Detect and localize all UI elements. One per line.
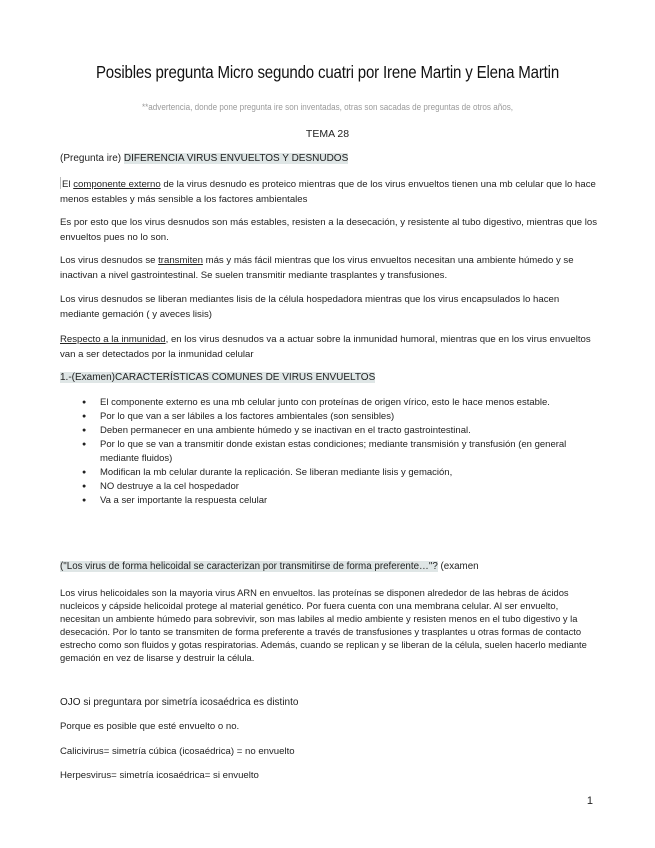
paragraph-5-underlined: Respecto a la inmunidad xyxy=(60,334,166,345)
paragraph-5 xyxy=(60,333,600,362)
paragraph-4: Los virus desnudos se liberan mediantes lisis de la célula hospedadora mientras que los virus encapsulados lo hacen mediante gemación ( y aveces lisis) xyxy=(60,294,560,320)
question-1-text: DIFERENCIA VIRUS ENVUELTOS Y DESNUDOS xyxy=(123,153,349,164)
paragraph-5-rest: , en los virus desnudos va a actuar sobre la inmunidad humoral, mientras que en los virus envueltos van a ser detectados por la inmunidad celular xyxy=(60,334,591,360)
list-item: ● Por lo que se van a transmitir donde existan estas condiciones; mediante transmisión y transfusión (en general mediante fluidos) xyxy=(60,438,580,466)
document-title: Posibles pregunta Micro segundo cuatri por Irene Martin y Elena Martin xyxy=(95,62,560,82)
warning-note: **advertencia, donde pone pregunta ire son inventadas, otras son sacadas de preguntas de otros años, xyxy=(141,102,514,112)
paragraph-3-rest: más y más fácil mientras que los virus envueltos necesitan una ambiente húmedo y se inactivan a nivel gastrointestinal. Se suelen transmitir mediante trasplantes y transfusiones. xyxy=(60,255,574,281)
question-2 xyxy=(60,371,375,385)
paragraph-1-underlined: componente externo xyxy=(73,179,161,190)
characteristics-list xyxy=(60,396,580,508)
list-item: ● Modifican la mb celular durante la replicación. Se liberan mediante lisis y gemación, xyxy=(60,466,580,480)
question-1-prefix: (Pregunta ire) xyxy=(60,153,124,164)
note-ojo: OJO si preguntara por simetría icosaédrica es distinto xyxy=(60,697,299,708)
section-heading: TEMA 28 xyxy=(305,128,350,140)
paragraph-1-rest: de la virus desnudo es proteico mientras que de los virus envueltos tienen una mb celular que lo hace menos estables y más sensible a los factores ambientales xyxy=(60,179,596,205)
paragraph-3-start: Los virus desnudos se xyxy=(60,255,159,266)
paragraph-1 xyxy=(60,177,600,207)
note-calicivirus: Calicivirus= simetría cúbica (icosaédrica) = no envuelto xyxy=(60,746,295,757)
paragraph-1-start: El xyxy=(62,179,74,190)
question-1 xyxy=(60,152,348,166)
list-item: ● Va a ser importante la respuesta celular xyxy=(60,494,580,508)
question-3 xyxy=(60,560,479,574)
list-item: ● NO destruye a la cel hospedador xyxy=(60,480,580,494)
paragraph-3 xyxy=(60,254,600,283)
text-cursor xyxy=(60,177,61,189)
list-item: ● El componente externo es una mb celular junto con proteínas de origen vírico, esto le hace menos estable. xyxy=(60,396,580,410)
question-3-suffix: (examen xyxy=(437,561,479,572)
page-number: 1 xyxy=(586,795,593,807)
list-item: ● Deben permanecer en una ambiente húmedo y se inactivan en el tracto gastrointestinal. xyxy=(60,424,580,438)
paragraph-3-underlined: transmiten xyxy=(158,255,203,266)
paragraph-2: Es por esto que los virus desnudos son más estables, resisten a la desecación, y resistente al tubo digestivo, mientras que los envueltos pues no lo son. xyxy=(60,217,598,243)
question-3-text: ("Los virus de forma helicoidal se caracterizan por transmitirse de forma preferente…"? xyxy=(60,561,438,572)
note-herpesvirus: Herpesvirus= simetría icosaédrica= si envuelto xyxy=(60,770,259,781)
question-2-text: 1.-(Examen)CARACTERÍSTICAS COMUNES DE VIRUS ENVUELTOS xyxy=(60,372,376,383)
paragraph-6: Los virus helicoidales son la mayoria virus ARN en envueltos. las proteínas se disponen alrededor de las hebras de ácidos nucleicos y cápside helicoidal protege al material genético. Por fuera cuenta con una membrana celular. Al ser envuelto, necesitan un ambiente húmedo para sobrevivir, son mas labiles al medio ambiente y resisten menos en el tubo digestivo y la desecación. Por lo tanto se transmiten de forma preferente a través de transfusiones y trasplantes u otras formas de contacto estrecho como son fluidos y gotas respiratorias. Además, cuando se replican y se liberan de la célula, suelen hacerlo mediante gemación en vez de lisarse y destruir la célula. xyxy=(60,587,587,664)
note-porque: Porque es posible que esté envuelto o no. xyxy=(60,721,240,732)
list-item: ● Por lo que van a ser lábiles a los factores ambientales (son sensibles) xyxy=(60,410,580,424)
